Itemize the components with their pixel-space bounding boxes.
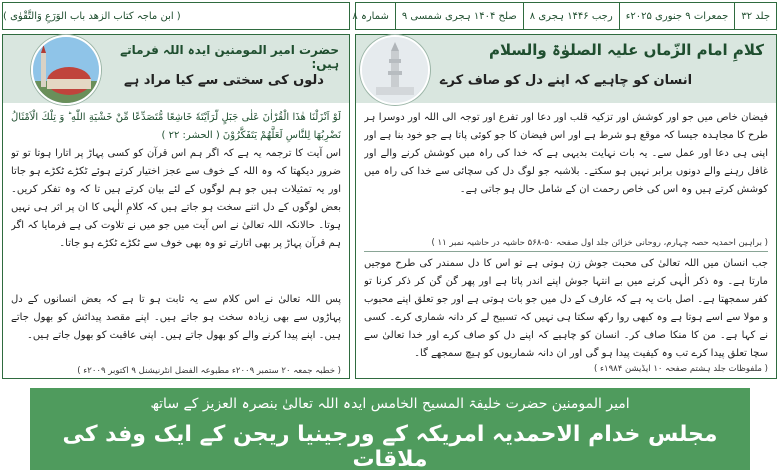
divider (364, 251, 768, 252)
quran-verse: لَوْ اَنْزَلْنَا هٰذَا الْقُرْاٰنَ عَلٰى جَبَلٍ لَّرَاَيْتَهٗ خَاشِعًا مُّتَصَدِّعًا مِّنْ خَشْيَةِ اللّٰهِ ؕ وَ تِلْكَ الْاَمْثَالُ نَضْرِبُهَا لِلنَّاسِ لَعَلَّهُمْ يَتَفَكَّرُوْنَ ( الحشر: ۲۲ ) (11, 112, 341, 141)
right-article-heading: کلامِ امام الزّماں علیہ الصلوٰۃ والسلام (489, 41, 764, 59)
mosque-image (31, 35, 101, 105)
right-reference-1: ( براہین احمدیہ حصہ چہارم، روحانی خزائن جلد اول صفحہ ۵۰-۵۶۸ حاشیہ در حاشیہ نمبر ۱۱ ) (431, 238, 768, 248)
left-article-heading: حضرت امیر المومنین ایدہ اللہ فرماتے ہیں: (120, 43, 339, 71)
banner-subtitle: امیر المومنین حضرت خلیفۃ المسیح الخامس ایدہ اللہ تعالیٰ بنصرہ العزیز کے ساتھ (150, 396, 630, 412)
volume: جلد ۳۲ (734, 3, 776, 29)
banner-title: مجلس خدام الاحمدیہ امریکہ کے ورجینیا ریجن کے ایک وفد کی ملاقات (62, 422, 718, 472)
gregorian-date: جمعرات ۹ جنوری ۲۰۲۵ء (619, 3, 735, 29)
right-paragraph-2: جب انسان میں اللہ تعالیٰ کی محبت جوش زن ہوتی ہے تو اس کا دل سمندر کی طرح موجیں مارتا ہے۔ وہ ذکر الٰہی کرنے میں بے انتہا جوش اپنے اندر پاتا ہے اور پھر گن گن کر ذکر کرنا تو کفر سمجھتا ہے۔ اصل بات یہ ہے کہ عارف کے دل میں جو بات ہوتی ہے اور جو تعلق اپنے محبوب و مولا سے اسے ہوتا ہے وہ کبھی روا رکھ سکتا ہی نہیں کہ تسبیح لے کر دانہ شماری کرے۔ کسی نے کہا ہے۔ من کا منکا صاف کر۔ انسان کو چاہیے کہ اپنے دل کو صاف کرے اور خدا تعالیٰ سے سچا تعلق پیدا کرے تب وہ کیفیت پیدا ہو گی اور ان دانہ شماریوں کو ہیچ سمجھے گا۔ (364, 258, 768, 359)
hadith-citation: ( ابن ماجہ کتاب الزھد باب الوَرَعِ وَالتَّقْوٰی ) (2, 2, 350, 30)
left-article-subheading: دلوں کی سختی سے کیا مراد ہے (124, 73, 324, 88)
right-paragraph-1: فیضان خاص میں جو اور کوشش اور تزکیہ قلب اور دعا اور تفرع اور توجہ الی اللہ اور دوسرا ہر طرح کا مجاہدہ جیسا کہ موقع ہو شرط ہے اور اس فیضان کا جو کوئی پاتا ہے جو خود بنا ہے اور اپنی ہی دعا اور عمل سے۔ یہ بات نہایت بدیہی ہے کہ خدا کی راہ میں کوشش کرنے والے اور غافل رہنے والے دونوں برابر نہیں ہو سکتے۔ بلاشبہ جو لوگ دل کی سچائی سے خدا کی راہ میں کوشش کرتے ہیں وہ اس کی خاص رحمت ان کے شامل حال ہو جاتی ہے۔ (364, 112, 768, 195)
minaret-image (360, 35, 430, 105)
issue-number: شمارہ ۸ (352, 10, 389, 22)
left-paragraph-1: اس آیت کا ترجمہ یہ ہے کہ اگر ہم اس قرآن کو کسی پہاڑ پر اتارا ہوتا تو تو ضرور دیکھتا کہ وہ اللہ کے خوف سے عجز اختیار کرتے ہوئے ٹکڑے ٹکڑے ہو جاتا اور یہ تمثیلات ہیں جو ہم لوگوں کے لئے بیان کرتے ہیں تا کہ وہ تفکر کریں۔ بعض لوگوں کے دل اتنے سخت ہو جاتے ہیں کہ کلامِ الٰہی کا ان پر اثر ہی نہیں ہوتا۔ حالانکہ اللہ تعالیٰ نے اس آیت میں جو میں نے تلاوت کی ہے فرمایا کہ اگر ہم قرآن پہاڑ پر بھی اتارتے تو وہ بھی خوف سے ٹکڑے ٹکڑے ہو جاتا۔ (11, 148, 341, 249)
right-article (355, 34, 777, 379)
left-article (2, 34, 350, 379)
news-banner (30, 388, 750, 470)
right-article-subheading: انسان کو چاہیے کہ اپنے دل کو صاف کرے (439, 73, 693, 88)
left-paragraph-2: پس اللہ تعالیٰ نے اس کلام سے یہ ثابت ہو تا ہے کہ بعض انسانوں کے دل پہاڑوں سے بھی زیادہ سخت ہو جاتے ہیں۔ اپنے مقصد پیدائش کو بھول جاتے ہیں۔ اپنے پیدا کرنے والے کو بھول جاتے ہیں۔ اپنی عاقبت کو بھول جاتے ہیں۔ (11, 294, 341, 341)
left-article-header (3, 35, 349, 103)
right-article-header (356, 35, 776, 103)
left-reference: ( خطبہ جمعہ ۲۰ ستمبر ۲۰۰۹ء مطبوعہ الفضل انٹرنیشنل ۹ اکتوبر ۲۰۰۹ء ) (77, 366, 341, 376)
right-reference-2: ( ملفوظات جلد ہشتم صفحہ ۱۰ ایڈیشن ۱۹۸۴ء ) (594, 364, 768, 374)
issue-info (352, 2, 777, 30)
hijri-date: ۸ رجب ۱۴۴۶ ہجری (523, 3, 619, 29)
shamsi-date: ۹ صلح ۱۴۰۴ ہجری شمسی (395, 3, 523, 29)
